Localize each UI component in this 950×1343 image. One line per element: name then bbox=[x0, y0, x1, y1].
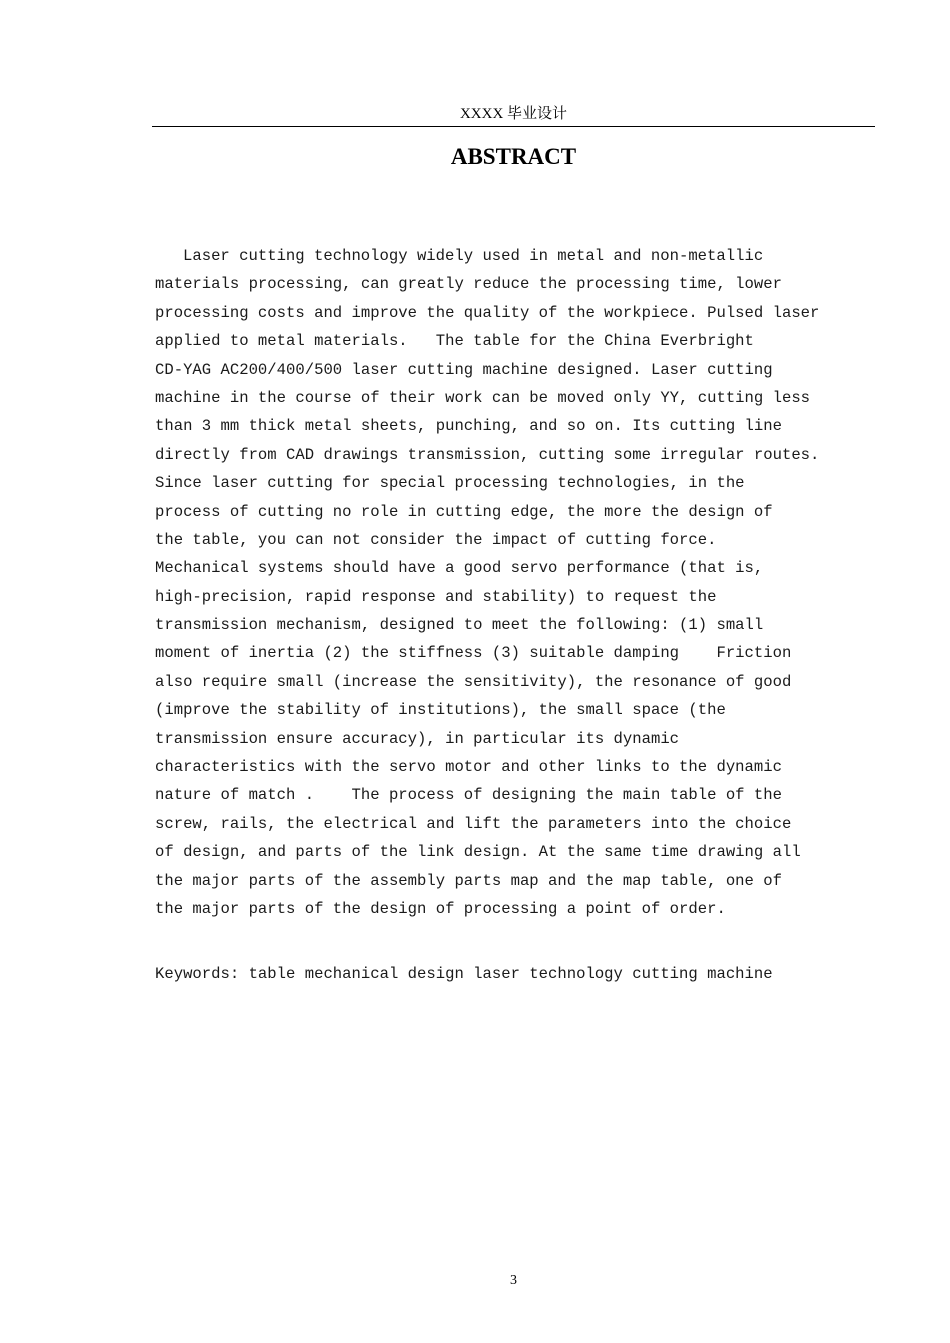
abstract-line: nature of match . The process of designing the main table of the bbox=[155, 786, 782, 805]
abstract-line: of design, and parts of the link design. At the same time drawing all bbox=[155, 843, 801, 862]
abstract-line: the major parts of the design of processing a point of order. bbox=[155, 899, 726, 918]
abstract-line: high-precision, rapid response and stability) to request the bbox=[155, 587, 717, 606]
abstract-line: Mechanical systems should have a good servo performance (that is, bbox=[155, 559, 764, 578]
running-header: XXXX 毕业设计 bbox=[459, 106, 568, 122]
abstract-line: (improve the stability of institutions), the small space (the bbox=[155, 701, 726, 720]
abstract-line: the table, you can not consider the impact of cutting force. bbox=[155, 530, 717, 549]
abstract-line: CD-YAG AC200/400/500 laser cutting machine designed. Laser cutting bbox=[155, 360, 773, 379]
abstract-line: screw, rails, the electrical and lift the parameters into the choice bbox=[155, 814, 792, 833]
abstract-line: also require small (increase the sensitivity), the resonance of good bbox=[155, 672, 792, 691]
abstract-line: process of cutting no role in cutting edge, the more the design of bbox=[155, 502, 773, 521]
abstract-line: materials processing, can greatly reduce the processing time, lower bbox=[155, 275, 782, 294]
abstract-line: transmission ensure accuracy), in particular its dynamic bbox=[155, 729, 680, 748]
abstract-line: characteristics with the servo motor and other links to the dynamic bbox=[155, 758, 782, 777]
abstract-line: directly from CAD drawings transmission, cutting some irregular routes. bbox=[155, 445, 820, 464]
abstract-line: Since laser cutting for special processing technologies, in the bbox=[155, 474, 745, 493]
abstract-line: the major parts of the assembly parts map and the map table, one of bbox=[155, 871, 782, 890]
abstract-line: machine in the course of their work can be moved only YY, cutting less bbox=[155, 388, 811, 407]
header-rule bbox=[152, 126, 875, 127]
abstract-line: processing costs and improve the quality of the workpiece. Pulsed laser bbox=[155, 303, 820, 322]
abstract-title: ABSTRACT bbox=[450, 144, 577, 169]
page-number: 3 bbox=[510, 1273, 517, 1288]
abstract-body bbox=[155, 242, 895, 923]
abstract-line: than 3 mm thick metal sheets, punching, and so on. Its cutting line bbox=[155, 417, 782, 436]
abstract-line: transmission mechanism, designed to meet the following: (1) small bbox=[155, 616, 764, 635]
keywords-line: Keywords: table mechanical design laser technology cutting machine bbox=[155, 965, 773, 983]
abstract-line: moment of inertia (2) the stiffness (3) suitable damping Friction bbox=[155, 644, 792, 663]
abstract-line: applied to metal materials. The table for the China Everbright bbox=[155, 332, 754, 351]
abstract-line: Laser cutting technology widely used in metal and non-metallic bbox=[183, 247, 764, 265]
